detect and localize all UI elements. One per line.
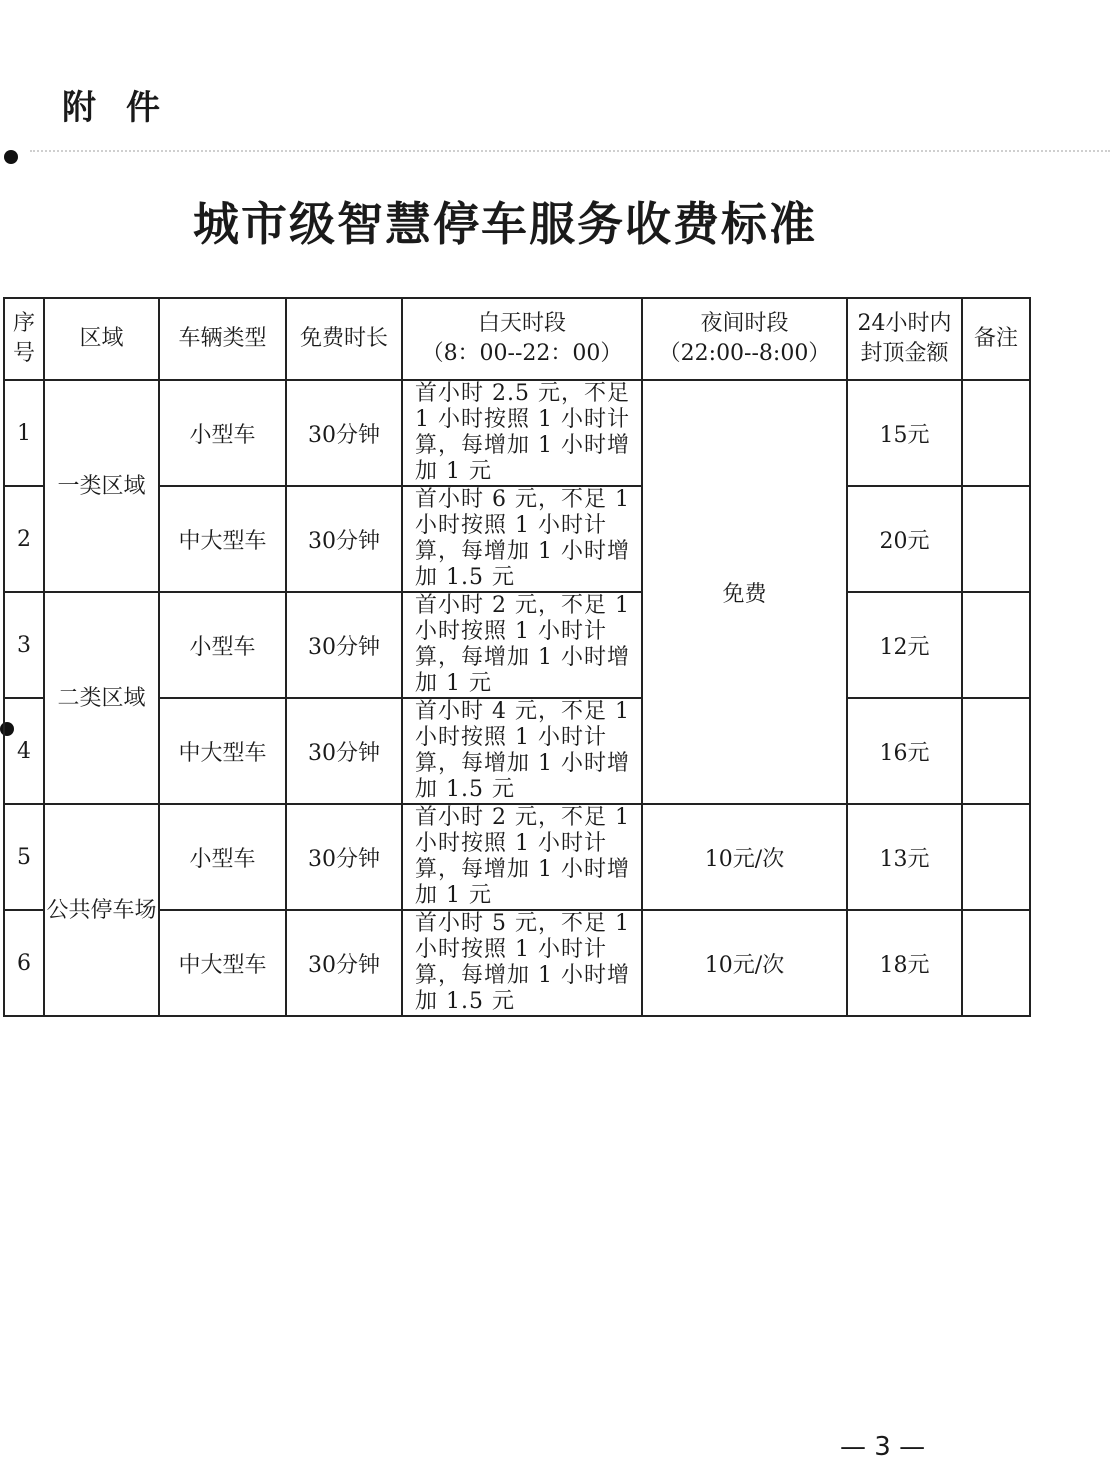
row-cap: 12元 bbox=[847, 592, 962, 698]
header-day-period-label: 白天时段 bbox=[477, 311, 566, 336]
row-vehicle-type: 中大型车 bbox=[159, 486, 286, 592]
row-seq: 3 bbox=[4, 592, 44, 698]
header-region: 区域 bbox=[44, 298, 159, 380]
row-vehicle-type: 小型车 bbox=[159, 804, 286, 910]
row-day-rule: 首小时 2.5 元，不足 1 小时按照 1 小时计算，每增加 1 小时增加 1 元 bbox=[402, 380, 642, 486]
page-number: — 3 — bbox=[840, 1432, 926, 1462]
row-remark bbox=[962, 804, 1030, 910]
header-free-duration: 免费时长 bbox=[286, 298, 402, 380]
row-night-fee: 10元/次 bbox=[642, 804, 847, 910]
row-seq: 6 bbox=[4, 910, 44, 1016]
row-cap: 18元 bbox=[847, 910, 962, 1016]
row-remark bbox=[962, 380, 1030, 486]
parking-fee-table bbox=[3, 297, 1031, 1017]
row-free-duration: 30分钟 bbox=[286, 380, 402, 486]
table-row bbox=[4, 380, 1030, 486]
header-night-period bbox=[642, 298, 847, 380]
row-cap: 15元 bbox=[847, 380, 962, 486]
night-fee-free: 免费 bbox=[642, 380, 847, 804]
region-class2: 二类区域 bbox=[44, 592, 159, 804]
row-day-rule: 首小时 2 元，不足 1 小时按照 1 小时计算，每增加 1 小时增加 1 元 bbox=[402, 804, 642, 910]
row-day-rule: 首小时 4 元，不足 1 小时按照 1 小时计算，每增加 1 小时增加 1.5 元 bbox=[402, 698, 642, 804]
row-vehicle-type: 中大型车 bbox=[159, 698, 286, 804]
header-day-period-time: （8：00--22：00） bbox=[421, 341, 623, 366]
header-24h-cap: 24小时内封顶金额 bbox=[847, 298, 962, 380]
header-vehicle-type: 车辆类型 bbox=[159, 298, 286, 380]
table-row bbox=[4, 804, 1030, 910]
row-free-duration: 30分钟 bbox=[286, 486, 402, 592]
header-remarks: 备注 bbox=[962, 298, 1030, 380]
row-day-rule: 首小时 6 元，不足 1 小时按照 1 小时计算，每增加 1 小时增加 1.5 元 bbox=[402, 486, 642, 592]
header-day-period bbox=[402, 298, 642, 380]
row-seq: 5 bbox=[4, 804, 44, 910]
header-night-period-label: 夜间时段 bbox=[700, 311, 789, 336]
row-seq: 2 bbox=[4, 486, 44, 592]
region-class1: 一类区域 bbox=[44, 380, 159, 592]
row-free-duration: 30分钟 bbox=[286, 592, 402, 698]
row-free-duration: 30分钟 bbox=[286, 698, 402, 804]
table-header-row bbox=[4, 298, 1030, 380]
row-remark bbox=[962, 486, 1030, 592]
scan-dash-line bbox=[30, 150, 1110, 152]
row-cap: 20元 bbox=[847, 486, 962, 592]
row-night-fee: 10元/次 bbox=[642, 910, 847, 1016]
region-public: 公共停车场 bbox=[44, 804, 159, 1016]
row-free-duration: 30分钟 bbox=[286, 804, 402, 910]
row-vehicle-type: 中大型车 bbox=[159, 910, 286, 1016]
row-seq: 1 bbox=[4, 380, 44, 486]
scan-mark-dot-top bbox=[4, 150, 18, 164]
row-seq: 4 bbox=[4, 698, 44, 804]
row-day-rule: 首小时 2 元，不足 1 小时按照 1 小时计算，每增加 1 小时增加 1 元 bbox=[402, 592, 642, 698]
row-free-duration: 30分钟 bbox=[286, 910, 402, 1016]
header-seq: 序号 bbox=[4, 298, 44, 380]
row-cap: 16元 bbox=[847, 698, 962, 804]
row-remark bbox=[962, 910, 1030, 1016]
header-night-period-time: （22:00--8:00） bbox=[658, 341, 831, 366]
row-remark bbox=[962, 698, 1030, 804]
row-vehicle-type: 小型车 bbox=[159, 380, 286, 486]
table-row bbox=[4, 592, 1030, 698]
page-title: 城市级智慧停车服务收费标准 bbox=[193, 197, 817, 251]
row-remark bbox=[962, 592, 1030, 698]
attachment-label: 附件 bbox=[62, 88, 190, 128]
row-day-rule: 首小时 5 元，不足 1 小时按照 1 小时计算，每增加 1 小时增加 1.5 元 bbox=[402, 910, 642, 1016]
row-cap: 13元 bbox=[847, 804, 962, 910]
row-vehicle-type: 小型车 bbox=[159, 592, 286, 698]
